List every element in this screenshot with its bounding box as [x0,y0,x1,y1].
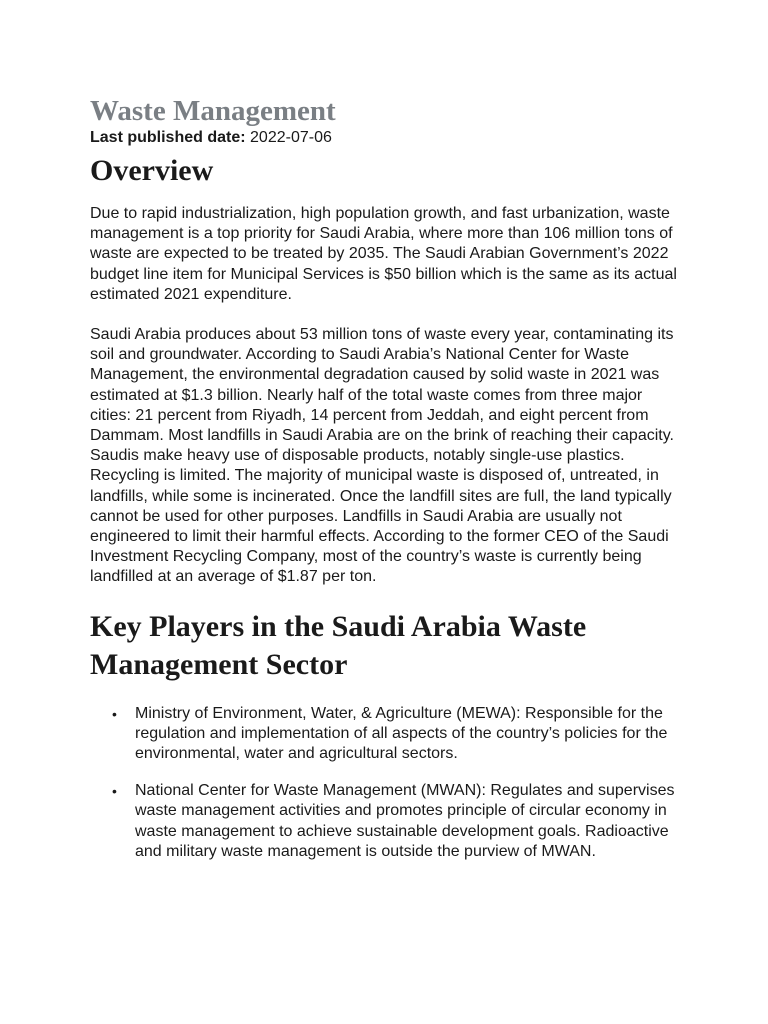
published-date-value: 2022-07-06 [250,129,332,146]
bullet-icon: • [112,705,117,722]
key-players-list [90,704,690,862]
published-date-label: Last published date: [90,129,246,146]
document-title: Waste Management [90,95,336,127]
list-item [90,781,683,862]
list-item-text: Ministry of Environment, Water, & Agriculture (MEWA): Responsible for the regulation and implementation of all aspects of the country’s policies for the environmental, water and agricultural sectors. [135,704,668,763]
bullet-icon: • [112,783,117,800]
published-date-line [90,128,690,148]
overview-heading: Overview [90,154,214,187]
overview-paragraph-2: Saudi Arabia produces about 53 million tons of waste every year, contaminating its soil and groundwater. According to Saudi Arabia’s National Center for Waste Management, the environmental degradation caused by solid waste in 2021 was estimated at $1.3 billion. Nearly half of the total waste comes from three major cities: 21 percent from Riyadh, 14 percent from Jeddah, and eight percent from Dammam. Most landfills in Saudi Arabia are on the brink of reaching their capacity. Saudis make heavy use of disposable products, notably single-use plastics. Recycling is limited. The majority of municipal waste is disposed of, untreated, in landfills, while some is incinerated. Once the landfill sites are full, the land typically cannot be used for other purposes. Landfills in Saudi Arabia are usually not engineered to limit their harmful effects. According to the former CEO of the Saudi Investment Recycling Company, most of the country’s waste is currently being landfilled at an average of $1.87 per ton. [90,326,674,586]
list-item-text: National Center for Waste Management (MWAN): Regulates and supervises waste management activities and promotes principle of circular economy in waste management to achieve sustainable development goals. Radioactive and military waste management is outside the purview of MWAN. [135,782,675,860]
key-players-heading: Key Players in the Saudi Arabia Waste Management Sector [90,609,587,681]
list-item [90,704,683,765]
document-page [90,94,690,879]
overview-paragraph-1: Due to rapid industrialization, high population growth, and fast urbanization, waste management is a top priority for Saudi Arabia, where more than 106 million tons of waste are expected to be treated by 2035. The Saudi Arabian Government’s 2022 budget line item for Municipal Services is $50 billion which is the same as its actual estimated 2021 expenditure. [90,205,677,303]
